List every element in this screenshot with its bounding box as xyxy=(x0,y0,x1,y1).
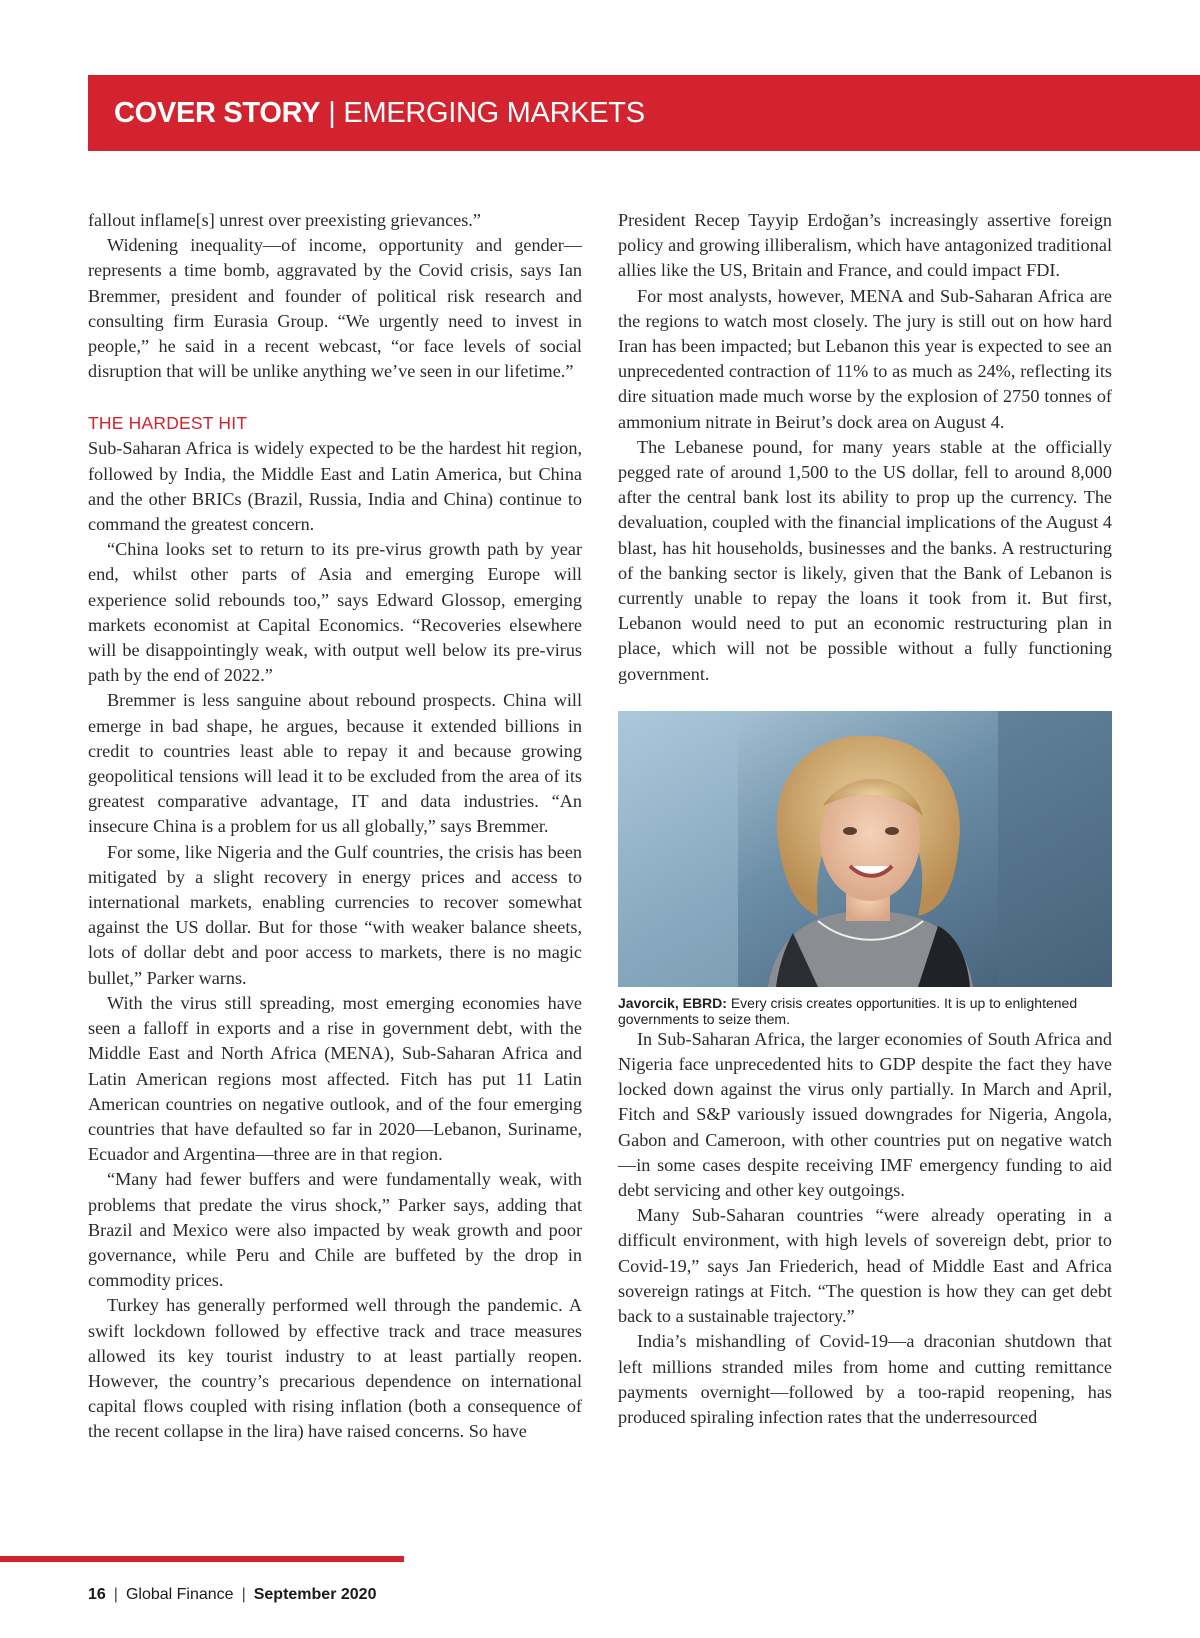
left-column xyxy=(88,208,582,1445)
paragraph: Many Sub-Saharan countries “were already operating in a difficult environment, with high levels of sovereign debt, prior to Covid-19,” says Jan Friederich, head of Middle East and Africa sovereign ratings at Fitch. “The question is how they can get debt back to a sustainable trajectory.” xyxy=(618,1205,1112,1327)
paragraph: Widening inequality—of income, opportunity and gender—represents a time bomb, aggravated by the Covid crisis, says Ian Bremmer, president and founder of political risk research and consulting firm Eurasia Group. “We urgently need to invest in people,” he said in a recent webcast, “or face levels of social disruption that will be unlike anything we’ve seen in our lifetime.” xyxy=(88,235,582,382)
paragraph: In Sub-Saharan Africa, the larger economies of South Africa and Nigeria face unprecedented hits to GDP despite the fact they have locked down against the virus only partially. In March and April, Fitch and S&P variously issued downgrades for Nigeria, Angola, Gabon and Cameroon, with other countries put on negative watch—in some cases despite receiving IMF emergency funding to aid debt servicing and other key outgoings. xyxy=(618,1028,1112,1201)
footer-separator: | xyxy=(113,1586,118,1603)
section-label: COVER STORY xyxy=(114,96,321,129)
portrait-photo xyxy=(618,711,1112,987)
paragraph: With the virus still spreading, most emerging economies have seen a falloff in exports and a rise in government debt, with the Middle East and North Africa (MENA), Sub-Saharan Africa and Latin American regions most affected. Fitch has put 11 Latin American countries on negative outlook, and of the four emerging countries that have defaulted so far in 2020—Lebanon, Suriname, Ecuador and Argentina—three are in that region. xyxy=(88,992,582,1165)
caption-text: Every crisis creates opportunities. It is up to enlightened governments to seize them. xyxy=(618,994,1078,1027)
footer-separator: | xyxy=(241,1586,246,1603)
paragraph: The Lebanese pound, for many years stable at the officially pegged rate of around 1,500 to the US dollar, fell to around 8,000 after the central bank lost its ability to prop up the currency. The devaluation, coupled with the financial implications of the August 4 blast, has hit households, businesses and the banks. A restructuring of the banking sector is likely, given that the Bank of Lebanon is currently unable to repay the loans it took from it. But first, Lebanon would need to put an economic restructuring plan in place, which will not be possible without a fully functioning government. xyxy=(618,436,1112,684)
paragraph: “China looks set to return to its pre-virus growth path by year end, whilst other parts of Asia and emerging Europe will experience solid rebounds too,” says Edward Glossop, emerging markets economist at Capital Economics. “Recoveries elsewhere will be disappointingly weak, with output well below its pre-virus path by the end of 2022.” xyxy=(88,539,582,686)
photo-caption xyxy=(618,995,1112,1027)
publication-name: Global Finance xyxy=(125,1586,234,1603)
caption-name: Javorcik, EBRD: xyxy=(618,994,727,1011)
paragraph: Bremmer is less sanguine about rebound prospects. China will emerge in bad shape, he argues, because it extended billions in credit to countries least able to repay it and because growing geopolitical tensions will lead it to be excluded from the area of its greatest comparative advantage, IT and data industries. “An insecure China is a problem for us all globally,” says Bremmer. xyxy=(88,690,582,837)
page-footer xyxy=(88,1586,376,1604)
paragraph: Sub-Saharan Africa is widely expected to be the hardest hit region, followed by India, the Middle East and Latin America, but China and the other BRICs (Brazil, Russia, India and China) continue to command the greatest concern. xyxy=(88,438,582,535)
subheading: THE HARDEST HIT xyxy=(88,413,248,434)
paragraph: For most analysts, however, MENA and Sub-Saharan Africa are the regions to watch most closely. The jury is still out on how hard Iran has been impacted; but Lebanon this year is expected to see an unprecedented contraction of 11% to as much as 24%, reflecting its dire situation made much worse by the explosion of 2750 tonnes of ammonium nitrate in Beirut’s dock area on August 4. xyxy=(618,285,1112,432)
portrait-illustration xyxy=(618,711,1112,987)
paragraph: fallout inflame[s] unrest over preexisting grievances.” xyxy=(88,210,481,230)
footer-rule xyxy=(0,1556,404,1562)
paragraph: For some, like Nigeria and the Gulf countries, the crisis has been mitigated by a slight recovery in energy prices and access to international markets, enabling currencies to recover somewhat against the US dollar. But for those “with weaker balance sheets, lots of dollar debt and poor access to markets, there is no magic bullet,” Parker warns. xyxy=(88,841,582,988)
page-number: 16 xyxy=(88,1586,106,1603)
paragraph: “Many had fewer buffers and were fundamentally weak, with problems that predate the virus shock,” Parker says, adding that Brazil and Mexico were also impacted by weak growth and poor governance, while Peru and Chile are buffeted by the drop in commodity prices. xyxy=(88,1169,582,1291)
paragraph: India’s mishandling of Covid-19—a draconian shutdown that left millions stranded miles from home and cutting remittance payments overnight—followed by a too-rapid reopening, has produced spiraling infection rates that the underresourced xyxy=(618,1331,1112,1427)
section-topic: EMERGING MARKETS xyxy=(343,96,645,129)
section-banner xyxy=(88,75,1200,151)
issue-date: September 2020 xyxy=(253,1586,377,1603)
paragraph: President Recep Tayyip Erdoğan’s increasingly assertive foreign policy and growing illiberalism, which have antagonized traditional allies like the US, Britain and France, and could impact FDI. xyxy=(618,210,1112,281)
right-column xyxy=(618,208,1112,1430)
paragraph: Turkey has generally performed well through the pandemic. A swift lockdown followed by effective track and trace measures allowed its key tourist industry to at least partially reopen. However, the country’s precarious dependence on international capital flows coupled with rising inflation (both a consequence of the recent collapse in the lira) have raised concerns. So have xyxy=(88,1295,582,1442)
section-separator: | xyxy=(328,96,336,129)
